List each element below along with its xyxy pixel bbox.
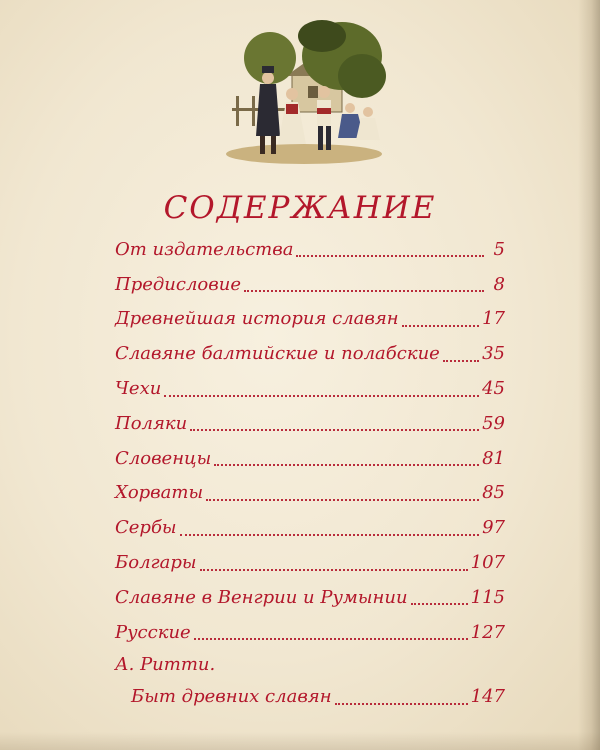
page-title: СОДЕРЖАНИЕ: [163, 190, 437, 226]
toc-entry[interactable]: [115, 267, 505, 302]
toc-leader-dots: [206, 499, 479, 501]
toc-entry-page: 45: [482, 378, 505, 400]
toc-author-name: А. Ритти.: [115, 654, 216, 676]
toc-entry[interactable]: [115, 510, 505, 545]
toc-entry[interactable]: [115, 545, 505, 580]
toc-entry-title: Быт древних славян: [131, 686, 332, 708]
toc-entry-page: 85: [482, 482, 505, 504]
page-edge-shadow: [578, 0, 600, 750]
toc-entry[interactable]: [115, 615, 505, 650]
toc-entry[interactable]: [115, 441, 505, 476]
toc-leader-dots: [296, 255, 484, 257]
toc-leader-dots: [200, 569, 468, 571]
toc-entry-author: [115, 650, 505, 680]
toc-leader-dots: [194, 638, 468, 640]
toc-leader-dots: [244, 290, 484, 292]
toc-entry[interactable]: [115, 476, 505, 511]
toc-entry-page: 17: [482, 308, 505, 330]
toc-entry-title: Хорваты: [115, 482, 204, 504]
toc-entry[interactable]: [115, 336, 505, 371]
toc-entry-page: 97: [482, 517, 505, 539]
toc-entry-page: 127: [470, 621, 505, 643]
toc-entry-page: 81: [482, 447, 505, 469]
toc-entry[interactable]: [115, 302, 505, 337]
toc-entry-page: 107: [470, 552, 505, 574]
toc-entry-title: Славяне в Венгрии и Румынии: [115, 586, 408, 608]
toc-entry-page: 115: [470, 586, 505, 608]
toc-entry-title: Русские: [115, 621, 191, 643]
toc-entry[interactable]: [115, 232, 505, 267]
toc-entry-page: 59: [482, 412, 505, 434]
toc-entry[interactable]: [115, 680, 505, 715]
table-of-contents: [115, 232, 505, 714]
page-bottom-shadow: [0, 732, 600, 750]
toc-entry-page: 147: [470, 686, 505, 708]
toc-entry-page: 5: [493, 238, 505, 260]
toc-leader-dots: [443, 360, 479, 362]
toc-entry-title: Славяне балтийские и полабские: [115, 343, 440, 365]
toc-entry[interactable]: [115, 406, 505, 441]
toc-entry-title: Поляки: [115, 412, 188, 434]
toc-entry-title: Сербы: [115, 517, 177, 539]
toc-entry-title: Словенцы: [115, 447, 212, 469]
toc-entry-title: Древнейшая история славян: [115, 308, 399, 330]
toc-leader-dots: [411, 603, 468, 605]
toc-entry-page: 8: [493, 273, 505, 295]
toc-entry[interactable]: [115, 371, 505, 406]
toc-leader-dots: [190, 429, 479, 431]
toc-entry-page: 35: [482, 343, 505, 365]
toc-leader-dots: [164, 395, 479, 397]
toc-leader-dots: [180, 534, 480, 536]
toc-entry[interactable]: [115, 580, 505, 615]
slavic-folk-scene-illustration: [222, 16, 387, 166]
toc-leader-dots: [402, 325, 479, 327]
toc-leader-dots: [214, 464, 479, 466]
toc-leader-dots: [335, 703, 468, 705]
toc-entry-title: От издательства: [115, 238, 294, 260]
toc-entry-title: Предисловие: [115, 273, 241, 295]
toc-entry-title: Чехи: [115, 378, 162, 400]
toc-entry-title: Болгары: [115, 552, 197, 574]
